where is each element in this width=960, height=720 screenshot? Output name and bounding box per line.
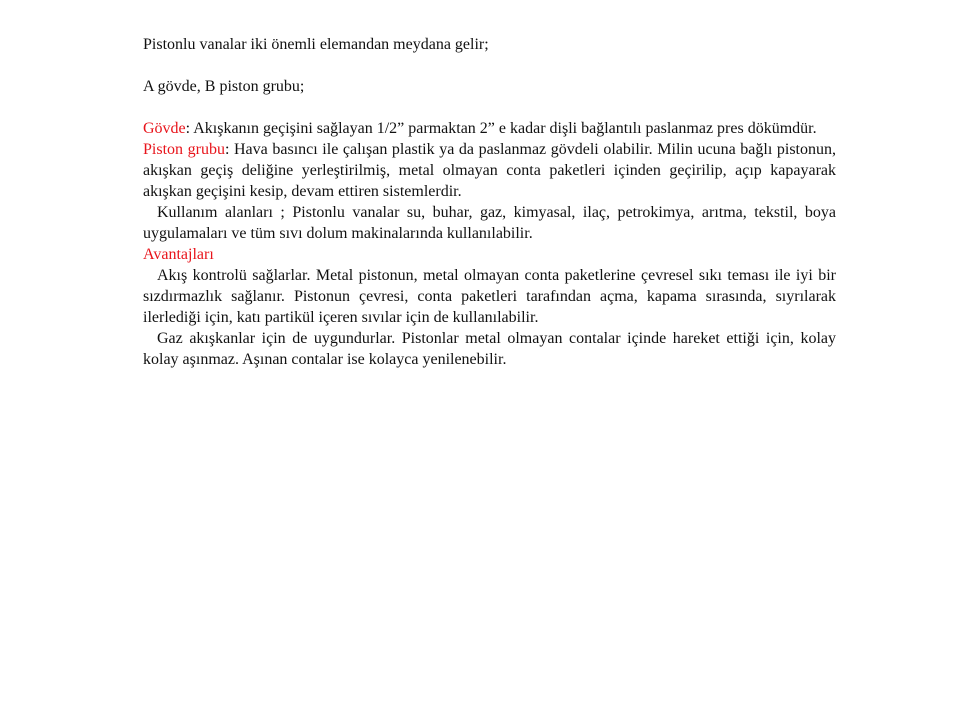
- piston-grubu-text: : Hava basıncı ile çalışan plastik ya da paslanmaz gövdeli olabilir. Milin ucuna bağlı pistonun, akışkan geçiş deliğine yerleştirilmiş, metal olmayan conta paketleri içinden geçirilip, açıp kapayarak akışkan geçişini kesip, devam ettiren sistemlerdir.: [143, 141, 836, 200]
- govde-label: Gövde: [143, 120, 186, 137]
- govde-paragraph: [143, 118, 836, 139]
- avantajlari-paragraph-1: Akış kontrolü sağlarlar. Metal pistonun, metal olmayan conta paketlerine çevresel sıkı teması ile iyi bir sızdırmazlık sağlanır. Pistonun çevresi, conta paketleri tarafından açma, kapama sırasında, sıyrılarak ilerlediği için, katı partikül içeren sıvılar için de kullanılabilir.: [143, 267, 836, 326]
- kullanim-paragraph: Kullanım alanları ; Pistonlu vanalar su, buhar, gaz, kimyasal, ilaç, petrokimya, arıtma, tekstil, boya uygulamaları ve tüm sıvı dolum makinalarında kullanılabilir.: [143, 204, 836, 242]
- avantajlari-paragraph-2: Gaz akışkanlar için de uygundurlar. Pistonlar metal olmayan contalar içinde hareket ettiği için, kolay kolay aşınmaz. Aşınan contalar ise kolayca yenilenebilir.: [143, 330, 836, 368]
- spacer: [143, 55, 836, 76]
- avantajlari-heading: Avantajları: [143, 246, 214, 263]
- piston-grubu-label: Piston grubu: [143, 141, 225, 158]
- intro-paragraph: Pistonlu vanalar iki önemli elemandan meydana gelir;: [143, 36, 489, 53]
- piston-grubu-paragraph: [143, 139, 836, 202]
- parts-line: A gövde, B piston grubu;: [143, 78, 305, 95]
- govde-text: : Akışkanın geçişini sağlayan 1/2” parmaktan 2” e kadar dişli bağlantılı paslanmaz pres dökümdür.: [185, 120, 817, 137]
- document-page: [143, 34, 836, 370]
- spacer: [143, 97, 836, 118]
